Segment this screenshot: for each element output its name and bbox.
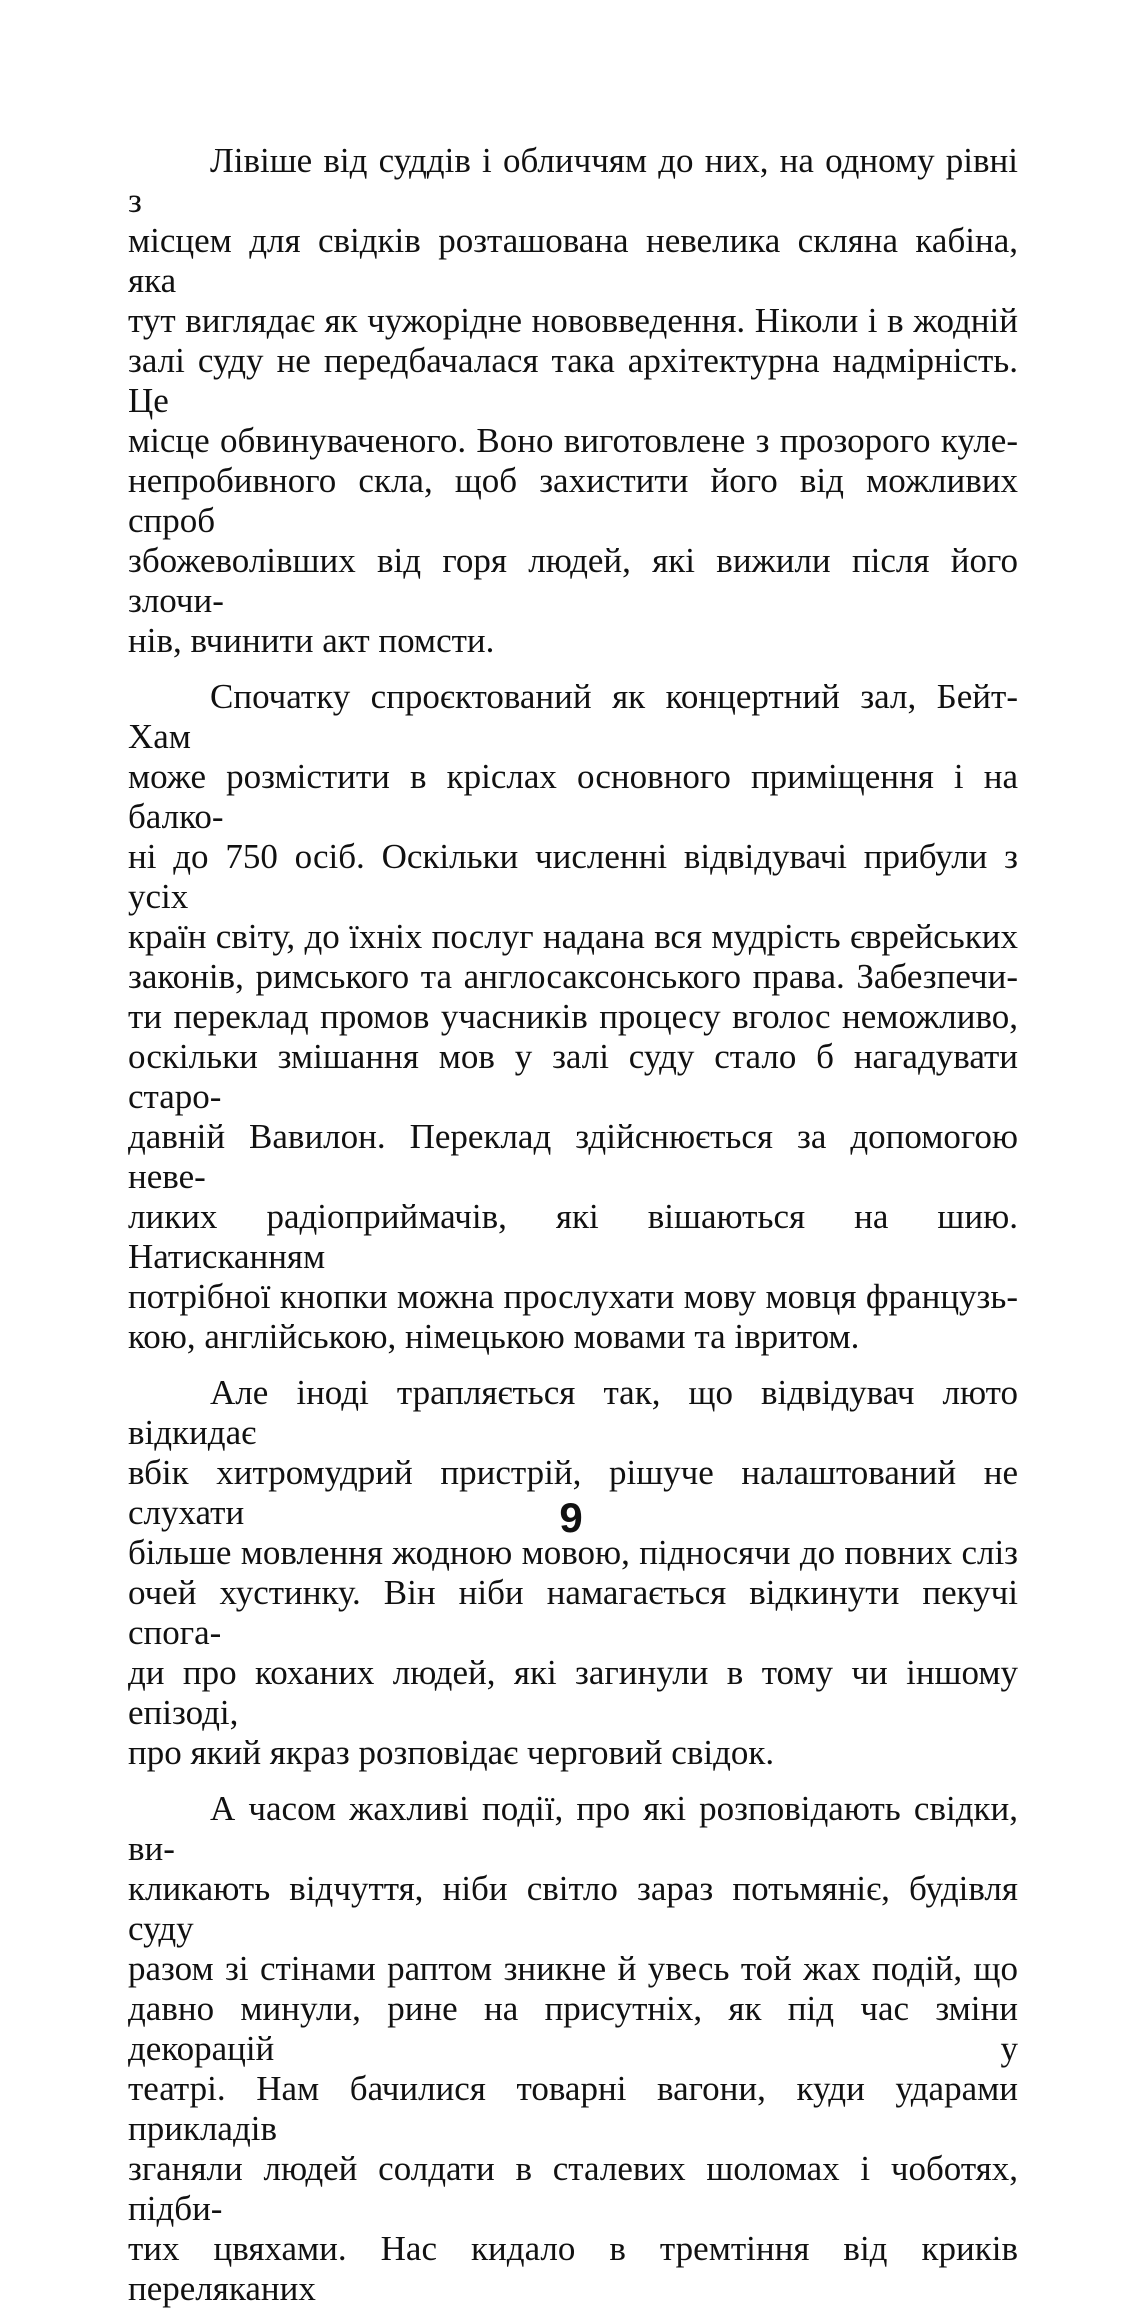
text-line: А часом жахливі події, про які розповідають свідки, ви-: [128, 1789, 1018, 1868]
text-line: кою, англійською, німецькою мовами та івритом.: [128, 1317, 860, 1356]
page-number: 9: [559, 1494, 583, 1541]
paragraph: [128, 1373, 1018, 1773]
text-line: законів, римського та англосаксонського права. Забезпечи-: [128, 957, 1018, 996]
paragraph: [128, 1789, 1018, 2309]
text-line: ні до 750 осіб. Оскільки численні відвідувачі прибули з усіх: [128, 837, 1018, 916]
text-line: давній Вавилон. Переклад здійснюється за допомогою неве-: [128, 1117, 1018, 1196]
text-line: ди про коханих людей, які загинули в тому чи іншому епізоді,: [128, 1653, 1018, 1732]
text-line: залі суду не передбачалася така архітектурна надмірність. Це: [128, 341, 1018, 420]
text-line: разом зі стінами раптом зникне й увесь той жах подій, що: [128, 1949, 1018, 1988]
text-line: театрі. Нам бачилися товарні вагони, куди ударами прикладів: [128, 2069, 1018, 2148]
text-line: вбік хитромудрий пристрій, рішуче налаштований не слухати: [128, 1453, 1018, 1532]
text-line: ти переклад промов учасників процесу вголос неможливо,: [128, 997, 1018, 1036]
text-line: тих цвяхами. Нас кидало в тремтіння від криків переляканих: [128, 2229, 1018, 2308]
text-line: місце обвинуваченого. Воно виготовлене з прозорого куле-: [128, 421, 1018, 460]
text-line: очей хустинку. Він ніби намагається відкинути пекучі спога-: [128, 1573, 1018, 1652]
text-line: місцем для свідків розташована невелика скляна кабіна, яка: [128, 221, 1018, 300]
text-line: ликих радіоприймачів, які вішаються на шию. Натисканням: [128, 1197, 1018, 1276]
text-line: тут виглядає як чужорідне нововведення. Ніколи і в жодній: [128, 301, 1018, 340]
text-block: [128, 141, 1018, 2309]
text-line: збожеволівших від горя людей, які вижили після його злочи-: [128, 541, 1018, 620]
text-line: Лівіше від суддів і обличчям до них, на одному рівні з: [128, 141, 1018, 220]
text-line: зганяли людей солдати в сталевих шоломах і чоботях, підби-: [128, 2149, 1018, 2228]
text-line: оскільки змішання мов у залі суду стало б нагадувати старо-: [128, 1037, 1018, 1116]
paragraph: [128, 677, 1018, 1357]
text-line: кликають відчуття, ніби світло зараз потьмяніє, будівля суду: [128, 1869, 1018, 1948]
text-line: більше мовлення жодною мовою, підносячи до повних сліз: [128, 1533, 1018, 1572]
text-line: потрібної кнопки можна прослухати мову мовця французь-: [128, 1277, 1018, 1316]
text-line: може розмістити в кріслах основного приміщення і на балко-: [128, 757, 1018, 836]
text-line: давно минули, рине на присутніх, як під час зміни декорацій у: [128, 1989, 1018, 2068]
paragraph: [128, 141, 1018, 661]
text-line: про який якраз розповідає черговий свідок.: [128, 1733, 775, 1772]
text-line: країн світу, до їхніх послуг надана вся мудрість єврейських: [128, 917, 1018, 956]
text-line: Але іноді трапляється так, що відвідувач люто відкидає: [128, 1373, 1018, 1452]
text-line: Спочатку спроєктований як концертний зал, Бейт-Хам: [128, 677, 1018, 756]
text-line: нів, вчинити акт помсти.: [128, 621, 495, 660]
text-line: непробивного скла, щоб захистити його від можливих спроб: [128, 461, 1018, 540]
